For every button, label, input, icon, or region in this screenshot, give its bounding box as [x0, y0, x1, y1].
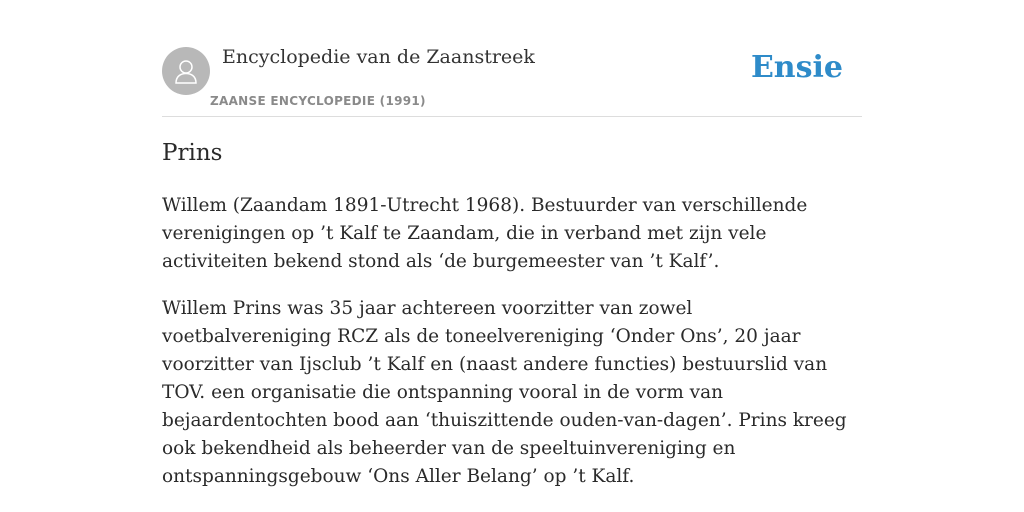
avatar[interactable] [162, 47, 210, 95]
page-container [162, 0, 862, 487]
entry-title: Prins [162, 140, 223, 166]
entry-paragraph: Willem (Zaandam 1891-Utrecht 1968). Bestuurder van verschillende verenigingen op ’t Kalf te Zaandam, die in verband met zijn vele activiteiten bekend stond als ‘de burgemeester van ’t Kalf’. [162, 195, 808, 272]
user-icon [172, 57, 200, 85]
source-header [162, 0, 862, 117]
source-title[interactable]: Encyclopedie van de Zaanstreek [222, 46, 535, 68]
source-subtitle[interactable]: ZAANSE ENCYCLOPEDIE (1991) [210, 94, 426, 108]
entry-paragraph: Willem Prins was 35 jaar achtereen voorzitter van zowel voetbalvereniging RCZ als de toneelvereniging ‘Onder Ons’, 20 jaar voorzitter van Ijsclub ’t Kalf en (naast andere functies) bestuurslid van TOV. een organisatie die ontspanning vooral in de vorm van bejaardentochten bood aan ‘thuiszittende ouden-van-dagen’. Prins kreeg ook bekendheid als beheerder van de speeltuinvereniging en ontspanningsgebouw ‘Ons Aller Belang’ op ’t Kalf. [162, 298, 847, 487]
entry-body [162, 192, 864, 510]
ensie-logo[interactable]: Ensie [750, 50, 843, 85]
